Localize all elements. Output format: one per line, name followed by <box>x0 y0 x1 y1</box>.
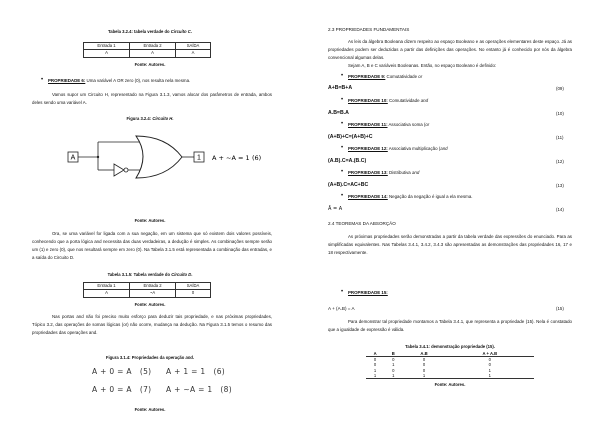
table-header: A <box>366 351 384 357</box>
table-3-1-5 <box>83 282 211 298</box>
table-cell: ~A <box>130 290 176 297</box>
figure-3-2-4-caption <box>0 116 300 122</box>
table-cell: 1 <box>422 372 426 378</box>
eq-15: A + (A.B) = A <box>328 306 355 311</box>
property-11 <box>348 122 429 129</box>
eq-num: (6) <box>213 367 226 376</box>
table-header: SAÍDA <box>176 283 211 290</box>
table-3-4-1 <box>366 351 534 379</box>
property-desc: Comutatividade <box>385 74 419 79</box>
table-3-2-4-caption <box>0 29 300 35</box>
table-cell: A <box>176 50 211 57</box>
table-cell: 1 <box>373 372 377 378</box>
property-desc: Associativa soma ( <box>387 122 426 127</box>
caption-italic: and <box>185 355 193 360</box>
caption-text: Figura 3.1.4: Propriedades da operação <box>105 355 186 360</box>
caption-text: Tabela 3.1.5: Tabela verdade do <box>107 272 172 277</box>
eq-expr: A + ~A = 1 <box>166 385 213 394</box>
figure-3-1-4-source: Fonte: Autores. <box>134 407 166 412</box>
table-header: SAÍDA <box>176 43 211 50</box>
eq-12: (A.B).C=A.(B.C) <box>328 158 367 164</box>
eq-num-13: (13) <box>556 183 564 188</box>
table-cell: 1 <box>488 372 492 378</box>
table-cell: A <box>84 50 130 57</box>
eq-11: (A+B)+C=(A+B)+C <box>328 134 373 140</box>
table-cell: A <box>84 290 130 297</box>
property-desc: Distributiva <box>387 170 412 175</box>
table-header: Entrada 2 <box>130 283 176 290</box>
property-label: PROPRIEDADE 10: <box>348 98 388 103</box>
table-cell: 0 <box>373 357 377 363</box>
figure-circuit-h <box>58 132 268 188</box>
table-cell: 0 <box>176 290 211 297</box>
table-cell: A <box>130 50 176 57</box>
eq-num-12: (12) <box>556 159 564 164</box>
table-3-2-4 <box>83 42 211 58</box>
paragraph-1b: Sejam A, B e C variáveis Booleanas. Então, no espaço Booleano é definido: <box>348 63 497 68</box>
figure-3-2-4-source: Fonte: Autores. <box>134 218 166 223</box>
property-10 <box>348 98 428 105</box>
table-header: A.B <box>402 351 445 357</box>
eq-num-10: (10) <box>556 111 564 116</box>
property-14 <box>348 194 472 201</box>
eq-num-11: (11) <box>556 135 564 140</box>
property-6 <box>48 78 278 85</box>
property-desc-italic: and <box>440 146 448 151</box>
paragraph-3: Para demonstrar tal propriedade montamos a Tabela 3.4.1, que representa a propriedade (15). Nela é constatado que a igualdade de expressão é válida. <box>328 319 572 332</box>
table-cell: 0 <box>422 367 426 373</box>
eq-09: A+B=B+A <box>328 85 353 91</box>
table-header: Entrada 1 <box>84 43 130 50</box>
table-3-1-5-source: Fonte: Autores. <box>134 302 166 307</box>
property-desc-italic: or <box>418 74 423 79</box>
eq-expr: A + 1 = 1 <box>166 367 206 376</box>
eq-5 <box>92 366 151 377</box>
eq-num-15: (15) <box>556 306 564 311</box>
table-cell: 0 <box>392 357 395 363</box>
paragraph-1: As leis da álgebra Booleana dizem respeito ao espaço Booleano e as operações elementares deste espaço. Já as propriedades podem ser deduzidas a partir das definições das operações. No entanto já é conhecido por nós da álgebra convencional algumas delas. <box>328 39 572 60</box>
property-desc-italic: and <box>411 170 420 175</box>
table-cell: 0 <box>422 357 426 363</box>
table-header: Entrada 1 <box>84 283 130 290</box>
or-gate-diagram <box>58 132 268 188</box>
right-page <box>300 0 600 424</box>
paragraph-1: Vamos supor um Circuito H, representado na Figura 3.1.3, vamos alocar dos parâmetros de entrada, ambos deles sendo uma variável A. <box>32 92 272 105</box>
table-3-2-4-source: Fonte: Autores. <box>134 62 166 67</box>
property-label: PROPRIEDADE 14: <box>348 194 388 199</box>
eq-7 <box>92 384 151 395</box>
paragraph-2: As próximas propriedades serão demonstradas a partir da tabela verdade das expressões do enunciado. Para as simplificadas equivalentes. Nas Tabelas 3.4.1, 3.4.2, 3.4.3 são apresentadas as demonstrações das propriedades 16, 17 e 18 respectivamente. <box>328 234 572 255</box>
table-cell: 1 <box>488 367 492 373</box>
caption-text: Tabela 3.2.4: tabela verdade do <box>108 29 171 34</box>
property-desc: Comutatividade <box>387 98 421 103</box>
property-desc: Negação da negação é igual a ela mesma. <box>387 194 473 199</box>
not-gate <box>114 164 124 176</box>
table-header: B <box>384 351 402 357</box>
output-label: 1 <box>197 154 201 162</box>
eq-num: (5) <box>139 367 152 376</box>
table-cell: 0 <box>373 362 377 368</box>
caption-text: Figura 3.2.4: <box>126 116 153 121</box>
table-cell: 1 <box>392 372 395 378</box>
property-label: PROPRIEDADE 9: <box>348 74 386 79</box>
eq-14: Ā = A <box>328 206 343 212</box>
section-2-3-heading: 2.3 PROPRIEDADES FUNDAMENTAIS <box>328 27 410 32</box>
gate-expression: A + ~A = 1 <box>212 154 250 162</box>
property-text: Uma variável A OR zero (0), nos resulta nela mesma. <box>85 78 191 83</box>
table-cell: 0 <box>488 357 492 363</box>
property-desc-italic: and <box>420 98 429 103</box>
table-cell: 1 <box>373 367 377 373</box>
eq-6 <box>166 366 225 377</box>
paragraph-2: Ora, se uma variável for ligada com a sua negação, em um sistema que só existem dois valores possíveis, conhecendo que a porta lógica and necessita das duas verdadeiras, a dedução é simples. As combinações sempre serão um (1) e zero (0), que nos resultará sempre em zero (0). Na Tabela 3.1.5 está representada a combinação das entradas, e a saída do Circuito D. <box>32 231 272 260</box>
paragraph-3: Nas portas and não foi preciso muito esforço para deduzir tais propriedade, e nas próximas propriedades, Tópico 3.2, das operações de somas lógicas (or) não ocorre, mudança na dedução. Na Figura 3.1.5 temos o resumo das propriedades das operações and. <box>32 314 272 335</box>
property-15 <box>348 290 388 297</box>
table-header: Entrada 2 <box>130 43 176 50</box>
property-label: PROPRIEDADE 6: <box>48 78 86 83</box>
property-label: PROPRIEDADE 13: <box>348 170 388 175</box>
caption-italic: Circuito C <box>170 29 191 34</box>
eq-8 <box>166 384 232 395</box>
eq-num: (8) <box>220 385 232 394</box>
property-label: PROPRIEDADE 15: <box>348 290 388 295</box>
input-label-a: A <box>70 154 76 162</box>
property-13 <box>348 170 419 177</box>
table-3-1-5-caption <box>0 272 300 278</box>
table-cell: 1 <box>392 362 395 368</box>
table-3-4-1-source: Fonte: Autores. <box>434 382 466 387</box>
eq-expr: A + 0 = A <box>92 367 132 376</box>
gate-equation-number: (6) <box>252 154 262 162</box>
property-label: PROPRIEDADE 12: <box>348 146 388 151</box>
property-9 <box>348 74 422 81</box>
caption-italic: Circuito H. <box>152 116 174 121</box>
property-label: PROPRIEDADE 11: <box>348 122 388 127</box>
or-gate <box>136 136 182 178</box>
section-2-4-heading: 2.4 TEOREMAS DA ABSORÇÃO <box>328 221 396 226</box>
caption-suffix: . <box>192 355 195 360</box>
property-desc-italic: or <box>425 122 430 127</box>
eq-expr: A + 0 = A <box>92 385 132 394</box>
property-12 <box>348 146 448 153</box>
property-desc: Associativa multiplicação ( <box>387 146 441 151</box>
eq-num-09: (09) <box>556 86 564 91</box>
table-cell: 0 <box>422 362 426 368</box>
eq-num: (7) <box>139 385 152 394</box>
table-header: A + A.B <box>446 351 534 357</box>
table-row <box>366 373 534 379</box>
caption-italic: Circuito D <box>171 272 192 277</box>
caption-suffix: . <box>191 272 193 277</box>
eq-num-14: (14) <box>556 207 564 212</box>
eq-10: A.B=B.A <box>328 110 349 116</box>
eq-13: (A+B).C=AC+BC <box>328 182 369 188</box>
figure-3-1-4-caption <box>0 355 300 361</box>
table-cell: 0 <box>392 367 395 373</box>
caption-suffix: . <box>190 29 192 34</box>
table-3-4-1-caption: Tabela 3.4.1: demonstração propriedade (15). <box>405 344 495 349</box>
table-cell: 0 <box>488 362 492 368</box>
